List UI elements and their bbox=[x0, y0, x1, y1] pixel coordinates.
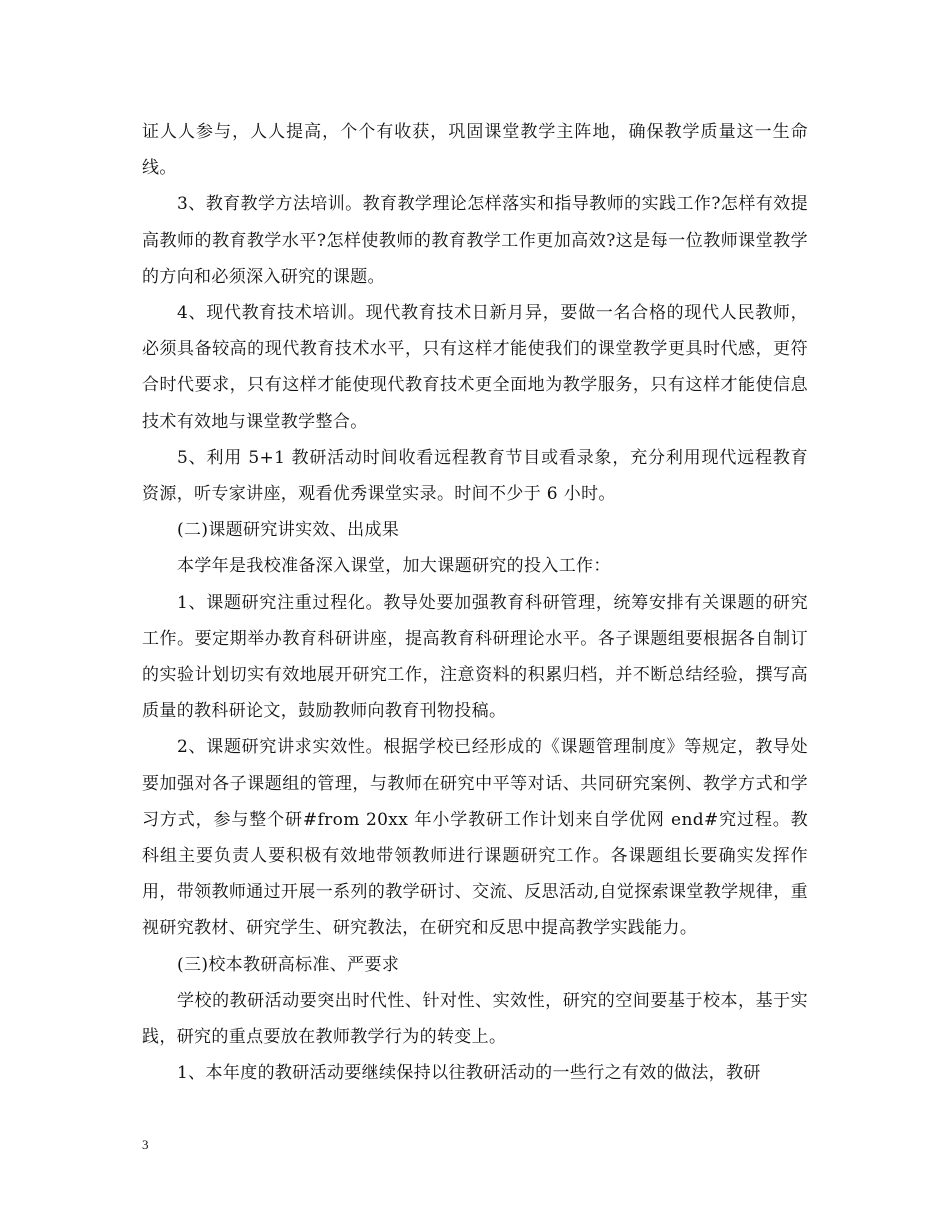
paragraph-6: 1、课题研究注重过程化。教导处要加强教育科研管理，统筹安排有关课题的研究工作。要定期举办教育科研讲座，提高教育科研理论水平。各子课题组要根据各自制订的实验计划切实有效地展开研究工作，注意资料的积累归档，并不断总结经验，撰写高质量的教科研论文，鼓励教师向教育刊物投稿。 bbox=[142, 592, 808, 722]
paragraph-7: 2、课题研究讲求实效性。根据学校已经形成的《课题管理制度》等规定，教导处要加强对各子课题组的管理，与教师在研究中平等对话、共同研究案例、教学方式和学习方式，参与整个研#from 20xx 年小学教研工作计划来自学优网 end#究过程。教科组主要负责人要积极有效地带领教师进行课题研究工作。各课题组长要确实发挥作用，带领教师通过开展一系列的教学研讨、交流、反思活动,自觉探索课堂教学规律，重视研究教材、研究学生、研究教法，在研究和反思中提高教学实践能力。 bbox=[142, 737, 808, 939]
page-number: 3 bbox=[142, 1137, 149, 1152]
paragraph-5: 本学年是我校准备深入课堂，加大课题研究的投入工作： bbox=[177, 556, 611, 577]
document-body bbox=[142, 114, 808, 1091]
paragraph-9: 1、本年度的教研活动要继续保持以往教研活动的一些行之有效的做法，教研 bbox=[177, 1063, 761, 1084]
section-heading-3: (三)校本教研高标准、严要求 bbox=[177, 954, 400, 975]
paragraph-1: 证人人参与，人人提高，个个有收获，巩固课堂教学主阵地，确保教学质量这一生命线。 bbox=[142, 122, 808, 179]
paragraph-2: 3、教育教学方法培训。教育教学理论怎样落实和指导教师的实践工作?怎样有效提高教师的教育教学水平?怎样使教师的教育教学工作更加高效?这是每一位教师课堂教学的方向和必须深入研究的课题。 bbox=[142, 194, 808, 287]
paragraph-4: 5、利用 5+1 教研活动时间收看远程教育节目或看录象，充分利用现代远程教育资源，听专家讲座，观看优秀课堂实录。时间不少于 6 小时。 bbox=[142, 447, 808, 505]
paragraph-8: 学校的教研活动要突出时代性、针对性、实效性，研究的空间要基于校本，基于实践，研究的重点要放在教师教学行为的转变上。 bbox=[142, 990, 808, 1048]
section-heading-2: (二)课题研究讲实效、出成果 bbox=[177, 520, 400, 541]
paragraph-3: 4、现代教育技术培训。现代教育技术日新月异，要做一名合格的现代人民教师，必须具备较高的现代教育技术水平，只有这样才能使我们的课堂教学更具时代感，更符合时代要求，只有这样才能使现代教育技术更全面地为教学服务，只有这样才能使信息技术有效地与课堂教学整合。 bbox=[142, 303, 808, 432]
